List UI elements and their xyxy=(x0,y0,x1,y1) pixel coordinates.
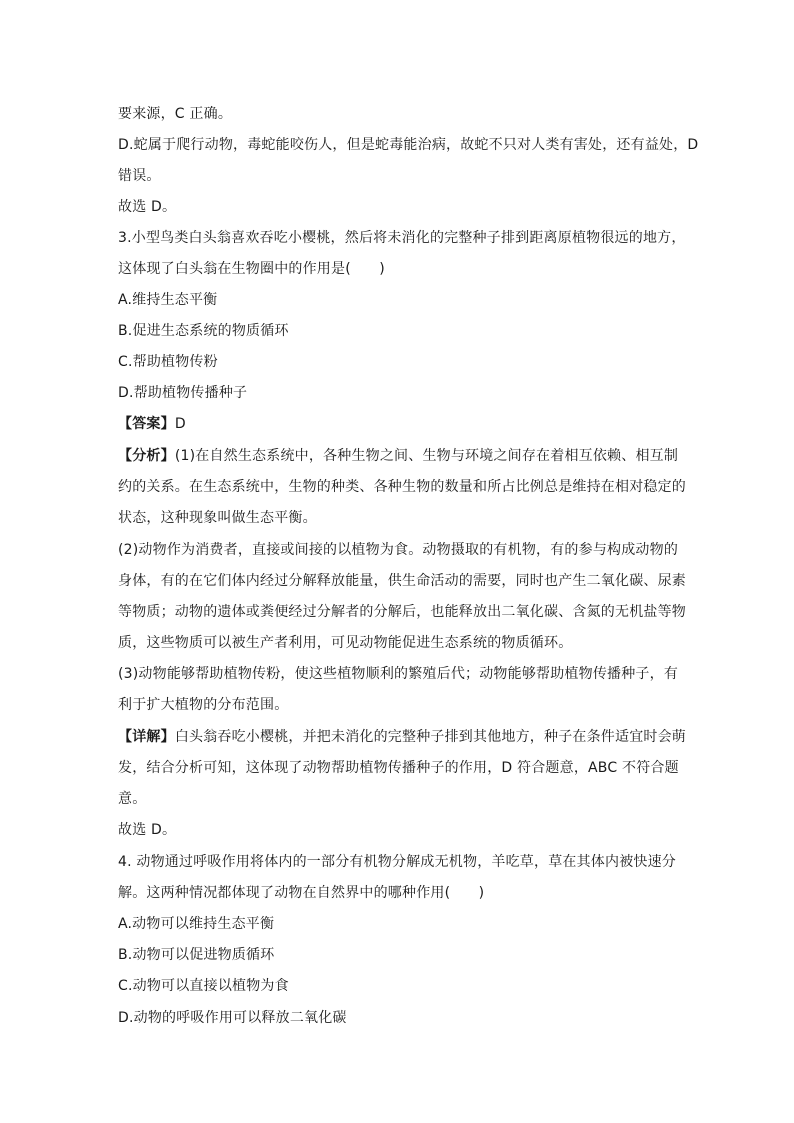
analysis-line: 利于扩大植物的分布范围。 xyxy=(118,697,289,713)
detail-line: 发，结合分析可知，这体现了动物帮助植物传播种子的作用，D 符合题意，ABC 不符合题 xyxy=(118,760,679,776)
text-line: 要来源，C 正确。 xyxy=(118,106,233,122)
analysis-line: 等物质；动物的遗体或粪便经过分解者的分解后，也能释放出二氧化碳、含氮的无机盐等物 xyxy=(118,604,686,620)
text-line: D.蛇属于爬行动物，毒蛇能咬伤人，但是蛇毒能治病，故蛇不只对人类有害处，还有益处，D xyxy=(118,137,699,153)
answer-text: D xyxy=(174,416,186,432)
analysis-line: 约的关系。在生态系统中，生物的种类、各种生物的数量和所占比例总是维持在相对稳定的 xyxy=(118,479,686,495)
text-line: 错误。 xyxy=(118,168,161,184)
question-3-stem-cont: 这体现了白头翁在生物圈中的作用是( ) xyxy=(118,261,385,277)
analysis-line: (3)动物能够帮助植物传粉，使这些植物顺利的繁殖后代；动物能够帮助植物传播种子，有 xyxy=(118,666,679,682)
analysis-tag: 【分析】 xyxy=(118,448,175,464)
answer-line xyxy=(118,414,186,434)
option-a: A.维持生态平衡 xyxy=(118,292,218,308)
text-line: 故选 D。 xyxy=(118,199,177,215)
option-b: B.动物可以促进物质循环 xyxy=(118,947,275,963)
analysis-line: 身体，有的在它们体内经过分解释放能量，供生命活动的需要，同时也产生二氧化碳、尿素 xyxy=(118,573,686,589)
detail-line: 故选 D。 xyxy=(118,822,177,838)
detail-tag: 【详解】 xyxy=(118,729,175,745)
question-4-stem: 4. 动物通过呼吸作用将体内的一部分有机物分解成无机物，羊吃草，草在其体内被快速分 xyxy=(118,854,677,870)
analysis-line: 状态，这种现象叫做生态平衡。 xyxy=(118,510,317,526)
detail-line xyxy=(118,727,686,747)
option-a: A.动物可以维持生态平衡 xyxy=(118,916,275,932)
analysis-line xyxy=(118,446,678,466)
analysis-line: 质，这些物质可以被生产者利用，可见动物能促进生态系统的物质循环。 xyxy=(118,635,573,651)
option-d: D.帮助植物传播种子 xyxy=(118,385,248,401)
question-3-stem: 3.小型鸟类白头翁喜欢吞吃小樱桃，然后将未消化的完整种子排到距离原植物很远的地方， xyxy=(118,230,686,246)
option-d: D.动物的呼吸作用可以释放二氧化碳 xyxy=(118,1010,347,1026)
analysis-line: (2)动物作为消费者，直接或间接的以植物为食。动物摄取的有机物，有的参与构成动物的 xyxy=(118,542,679,558)
question-4-stem-cont: 解。这两种情况都体现了动物在自然界中的哪种作用( ) xyxy=(118,885,485,901)
detail-text: 白头翁吞吃小樱桃，并把未消化的完整种子排到其他地方，种子在条件适宜时会萌 xyxy=(174,729,687,745)
option-b: B.促进生态系统的物质循环 xyxy=(118,323,289,339)
option-c: C.帮助植物传粉 xyxy=(118,354,218,370)
answer-tag: 【答案】 xyxy=(118,416,175,432)
detail-line: 意。 xyxy=(118,791,147,807)
option-c: C.动物可以直接以植物为食 xyxy=(118,978,289,994)
analysis-text: (1)在自然生态系统中，各种生物之间、生物与环境之间存在着相互依赖、相互制 xyxy=(174,448,679,464)
